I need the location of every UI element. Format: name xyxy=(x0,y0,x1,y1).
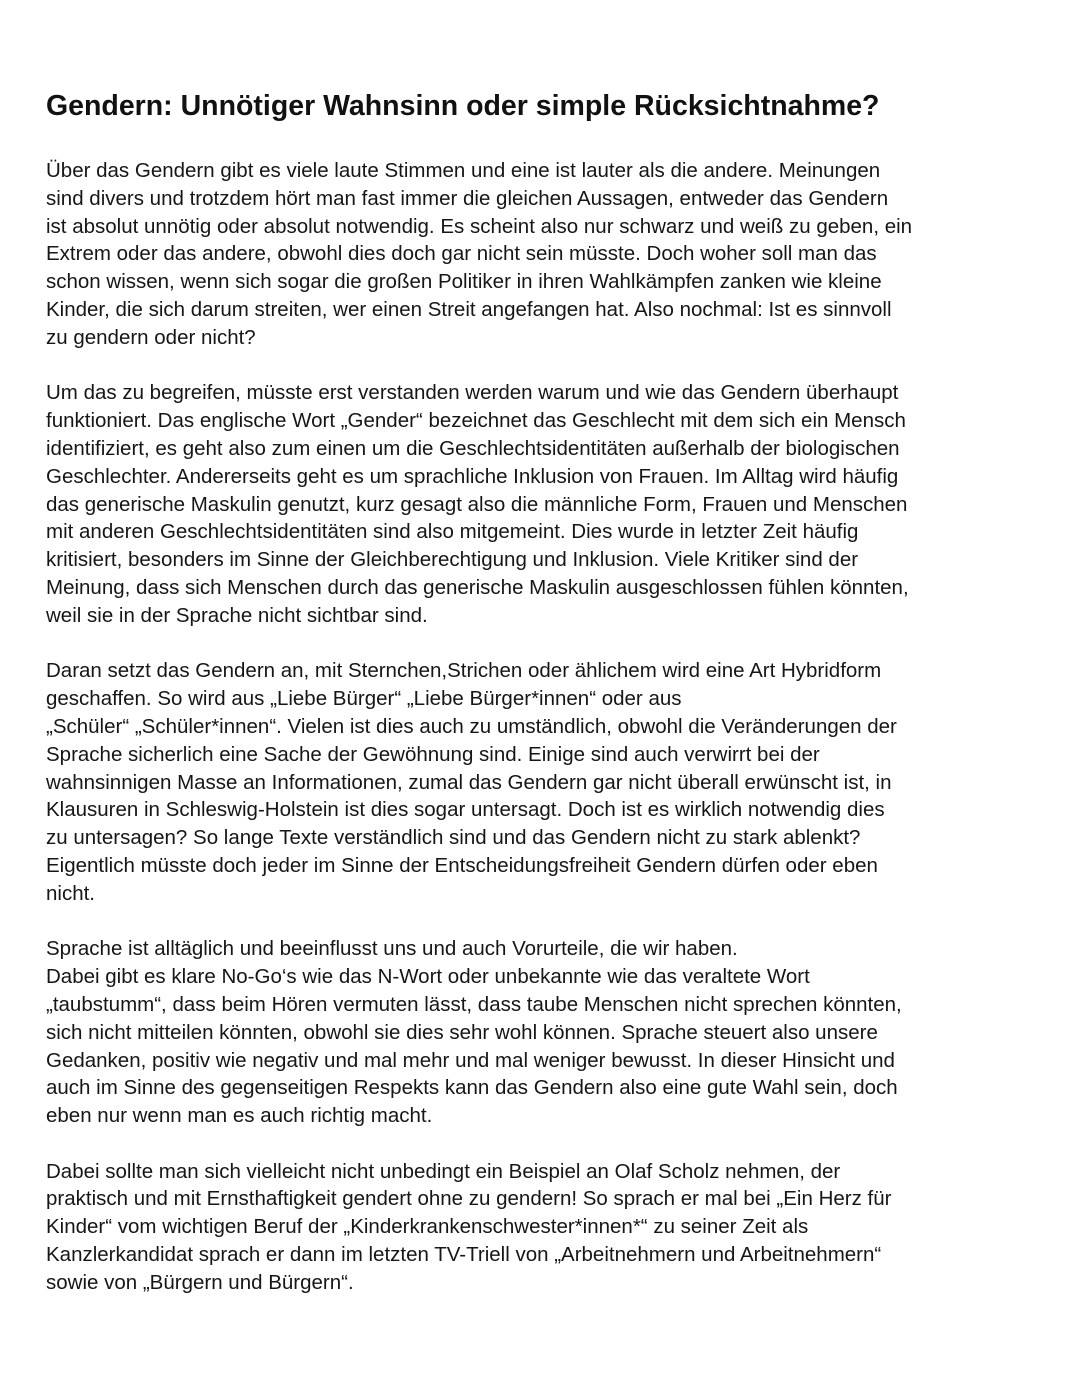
text-line: Gedanken, positiv wie negativ und mal mehr und mal weniger bewusst. In dieser Hinsicht und xyxy=(46,1048,895,1072)
text-line: weil sie in der Sprache nicht sichtbar sind. xyxy=(46,603,428,627)
text-line: nicht. xyxy=(46,881,95,905)
text-line: Über das Gendern gibt es viele laute Stimmen und eine ist lauter als die andere. Meinungen xyxy=(46,159,881,182)
text-line: Kinder, die sich darum streiten, wer einen Streit angefangen hat. Also nochmal: Ist es sinnvoll xyxy=(46,297,892,321)
text-line: Dabei gibt es klare No-Go‘s wie das N-Wort oder unbekannte wie das veraltete Wort xyxy=(46,965,810,989)
text-line: Kinder“ vom wichtigen Beruf der „Kinderkrankenschwester*innen*“ zu seiner Zeit als xyxy=(46,1215,809,1239)
document-title: Gendern: Unnötiger Wahnsinn oder simple Rücksichtnahme? xyxy=(46,90,880,122)
text-line: wahnsinnigen Masse an Informationen, zumal das Gendern gar nicht überall erwünscht ist, in xyxy=(46,770,892,794)
text-line: das generische Maskulin genutzt, kurz gesagt also die männliche Form, Frauen und Menschen xyxy=(46,492,908,516)
text-line: Kanzlerkandidat sprach er dann im letzten TV-Triell von „Arbeitnehmern und Arbeitnehmern“ xyxy=(46,1243,882,1267)
text-line: „Schüler“ „Schüler*innen“. Vielen ist dies auch zu umständlich, obwohl die Veränderungen der xyxy=(46,714,897,738)
text-line: identifiziert, es geht also zum einen um die Geschlechtsidentitäten außerhalb der biologischen xyxy=(46,436,900,460)
text-line: kritisiert, besonders im Sinne der Gleichberechtigung und Inklusion. Viele Kritiker sind der xyxy=(46,548,859,572)
text-line: Um das zu begreifen, müsste erst verstanden werden warum und wie das Gendern überhaupt xyxy=(46,381,899,405)
text-line: ist absolut unnötig oder absolut notwendig. Es scheint also nur schwarz und weiß zu geben, ein xyxy=(46,214,913,238)
text-line: Sprache ist alltäglich und beeinflusst uns und auch Vorurteile, die wir haben. xyxy=(46,937,738,961)
paragraph-1 xyxy=(46,157,1046,352)
text-line: sich nicht mitteilen könnten, obwohl sie dies sehr wohl können. Sprache steuert also unsere xyxy=(46,1020,878,1044)
text-line: Sprache sicherlich eine Sache der Gewöhnung sind. Einige sind auch verwirrt bei der xyxy=(46,742,820,766)
text-line: Klausuren in Schleswig-Holstein ist dies sogar untersagt. Doch ist es wirklich notwendig dies xyxy=(46,798,885,822)
text-line: funktioniert. Das englische Wort „Gender“ bezeichnet das Geschlecht mit dem sich ein Mensch xyxy=(46,409,906,433)
text-line: mit anderen Geschlechtsidentitäten sind also mitgemeint. Dies wurde in letzter Zeit häufig xyxy=(46,520,859,544)
text-line: sowie von „Bürgern und Bürgern“. xyxy=(46,1270,354,1294)
paragraph-4 xyxy=(46,935,1046,1130)
text-line: Eigentlich müsste doch jeder im Sinne der Entscheidungsfreiheit Gendern dürfen oder eben xyxy=(46,853,878,877)
text-line: Meinung, dass sich Menschen durch das generische Maskulin ausgeschlossen fühlen könnten, xyxy=(46,575,909,599)
text-line: praktisch und mit Ernsthaftigkeit gendert ohne zu gendern! So sprach er mal bei „Ein Herz für xyxy=(46,1187,892,1211)
text-line: eben nur wenn man es auch richtig macht. xyxy=(46,1104,433,1128)
paragraph-5 xyxy=(46,1158,1046,1297)
text-line: Daran setzt das Gendern an, mit Sternchen,Strichen oder ählichem wird eine Art Hybridform xyxy=(46,659,882,683)
text-line: zu untersagen? So lange Texte verständlich sind und das Gendern nicht zu stark ablenkt? xyxy=(46,826,861,850)
text-line: Extrem oder das andere, obwohl dies doch gar nicht sein müsste. Doch woher soll man das xyxy=(46,242,877,266)
text-line: geschaffen. So wird aus „Liebe Bürger“ „Liebe Bürger*innen“ oder aus xyxy=(46,687,682,711)
text-line: auch im Sinne des gegenseitigen Respekts kann das Gendern also eine gute Wahl sein, doch xyxy=(46,1076,898,1100)
text-line: sind divers und trotzdem hört man fast immer die gleichen Aussagen, entweder das Gendern xyxy=(46,186,889,210)
document-page xyxy=(46,88,1046,1324)
paragraph-2 xyxy=(46,379,1046,629)
text-line: Dabei sollte man sich vielleicht nicht unbedingt ein Beispiel an Olaf Scholz nehmen, der xyxy=(46,1159,841,1183)
text-line: „taubstumm“, dass beim Hören vermuten lässt, dass taube Menschen nicht sprechen könnten, xyxy=(46,992,902,1016)
text-line: schon wissen, wenn sich sogar die großen Politiker in ihren Wahlkämpfen zanken wie kleine xyxy=(46,270,882,294)
text-line: zu gendern oder nicht? xyxy=(46,325,256,349)
text-line: Geschlechter. Andererseits geht es um sprachliche Inklusion von Frauen. Im Alltag wird häufig xyxy=(46,464,899,488)
paragraph-3 xyxy=(46,657,1046,907)
